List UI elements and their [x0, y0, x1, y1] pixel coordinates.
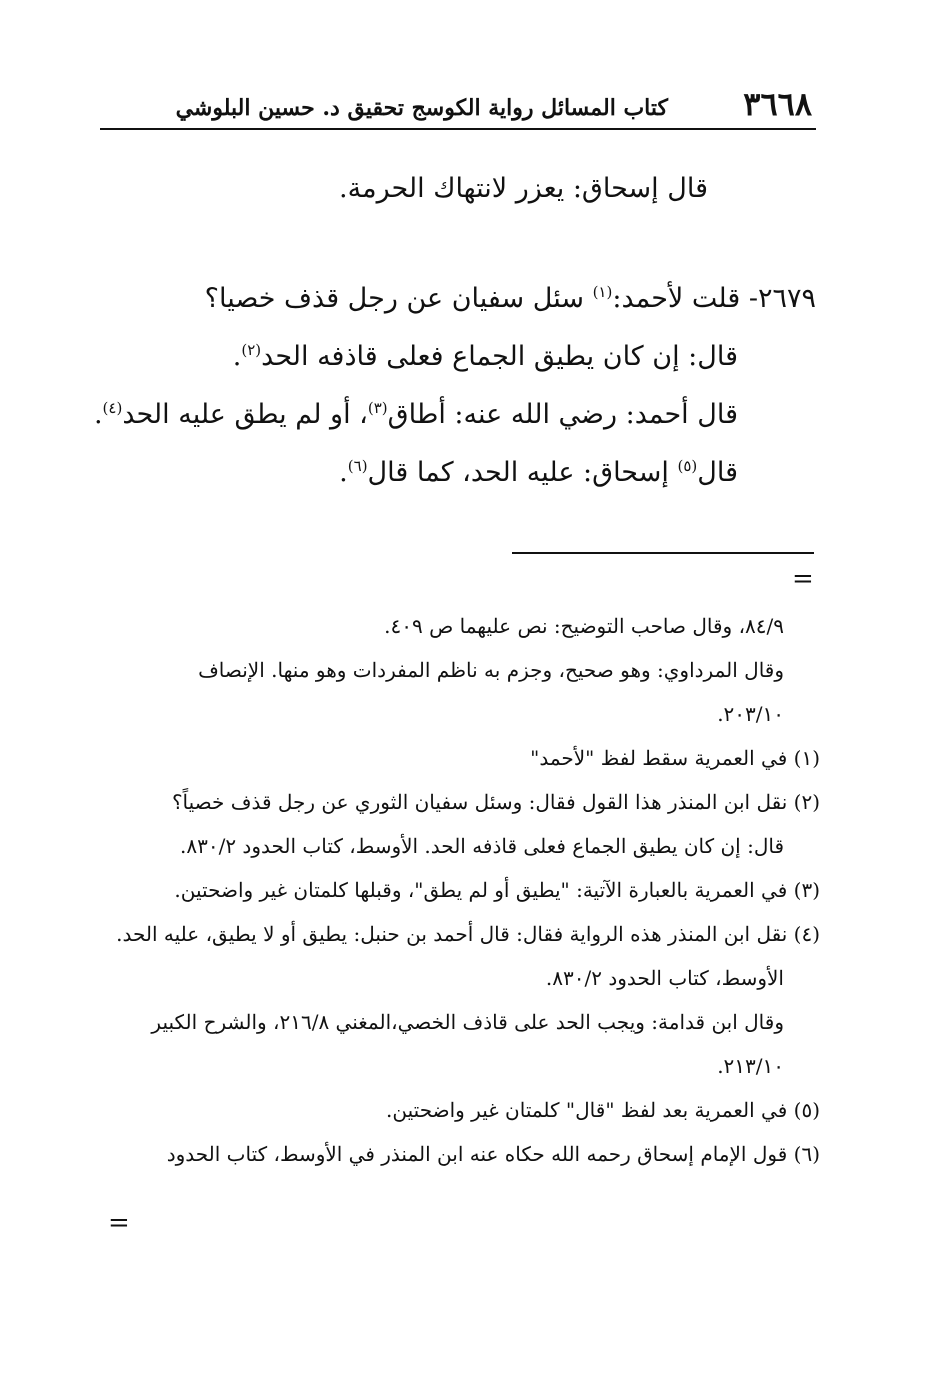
footnote-marker-5: (٥)	[677, 457, 698, 475]
page-number: ٣٦٦٨	[743, 85, 812, 123]
opening-statement: قال إسحاق: يعزر لانتهاك الحرمة.	[339, 173, 708, 204]
issue-number: ٢٦٧٩-	[740, 283, 816, 314]
footnote-marker-4: (٤)	[102, 399, 123, 417]
footnote-marker-2: (٢)	[241, 341, 262, 359]
footnote-carryover-line-1: ٨٤/٩، وقال صاحب التوضيح: نص عليهما ص ٤٠٩.	[384, 614, 784, 638]
footnote-4-line-3: وقال ابن قدامة: ويجب الحد على قاذف الخصي،المغني ٢١٦/٨، والشرح الكبير	[151, 1010, 784, 1034]
answer-ishaq-text-b: إسحاق: عليه الحد، كما قال	[367, 457, 678, 488]
footnote-marker-6: (٦)	[347, 457, 368, 475]
issue-2679	[120, 270, 816, 328]
continuation-mark-top: =	[792, 564, 814, 594]
issue-question-start: قلت لأحمد:	[612, 283, 741, 314]
issue-question-end: سئل سفيان عن رجل قذف خصيا؟	[204, 283, 593, 314]
running-header	[100, 80, 816, 130]
footnote-4-line-4: ٢١٣/١٠.	[717, 1054, 784, 1078]
book-title: كتاب المسائل رواية الكوسج تحقيق د. حسين البلوشي	[175, 95, 668, 121]
footnote-4-line-1: (٤) نقل ابن المنذر هذه الرواية فقال: قال أحمد بن حنبل: يطيق أو لا يطيق، عليه الحد.	[116, 922, 820, 946]
answer-sufyan-text: قال: إن كان يطيق الجماع فعلى قاذفه الحد	[261, 341, 738, 372]
header-divider	[100, 128, 816, 130]
footnote-carryover-line-2: وقال المرداوي: وهو صحيح، وجزم به ناظم المفردات وهو منها. الإنصاف	[198, 658, 784, 682]
footnote-6: (٦) قول الإمام إسحاق رحمه الله حكاه عنه ابن المنذر في الأوسط، كتاب الحدود	[166, 1142, 820, 1166]
answer-sufyan-end: .	[232, 341, 242, 372]
continuation-mark-bottom: =	[108, 1208, 130, 1238]
answer-ahmad-text-a: قال أحمد: رضي الله عنه: أطاق	[387, 399, 738, 430]
answer-ishaq-text-a: قال	[697, 457, 738, 488]
main-text	[93, 160, 816, 502]
footnote-divider	[512, 552, 814, 554]
footnote-marker-1: (١)	[592, 283, 613, 301]
footnote-4-line-2: الأوسط، كتاب الحدود ٨٣٠/٢.	[545, 966, 784, 990]
footnote-1: (١) في العمرية سقط لفظ "لأحمد"	[530, 746, 820, 770]
footnote-5: (٥) في العمرية بعد لفظ "قال" كلمتان غير واضحتين.	[386, 1098, 820, 1122]
answer-ahmad-text-b: ، أو لم يطق عليه الحد	[122, 399, 368, 430]
answer-ishaq-end: .	[339, 457, 348, 488]
answer-ahmad	[93, 386, 738, 444]
footnote-3: (٣) في العمرية بالعبارة الآتية: "يطيق أو لم يطق"، وقبلها كلمتان غير واضحتين.	[174, 878, 820, 902]
answer-sufyan	[120, 328, 738, 386]
footnote-2-line-1: (٢) نقل ابن المنذر هذا القول فقال: وسئل سفيان الثوري عن رجل قذف خصياً؟	[171, 790, 820, 814]
answer-ahmad-end: .	[93, 399, 103, 430]
footnote-carryover-line-3: ٢٠٣/١٠.	[717, 702, 784, 726]
footnote-2-line-2: قال: إن كان يطيق الجماع فعلى قاذفه الحد. الأوسط، كتاب الحدود ٨٣٠/٢.	[180, 834, 784, 858]
footnote-marker-3: (٣)	[367, 399, 388, 417]
answer-ishaq	[120, 444, 738, 502]
footnotes	[104, 604, 820, 1176]
